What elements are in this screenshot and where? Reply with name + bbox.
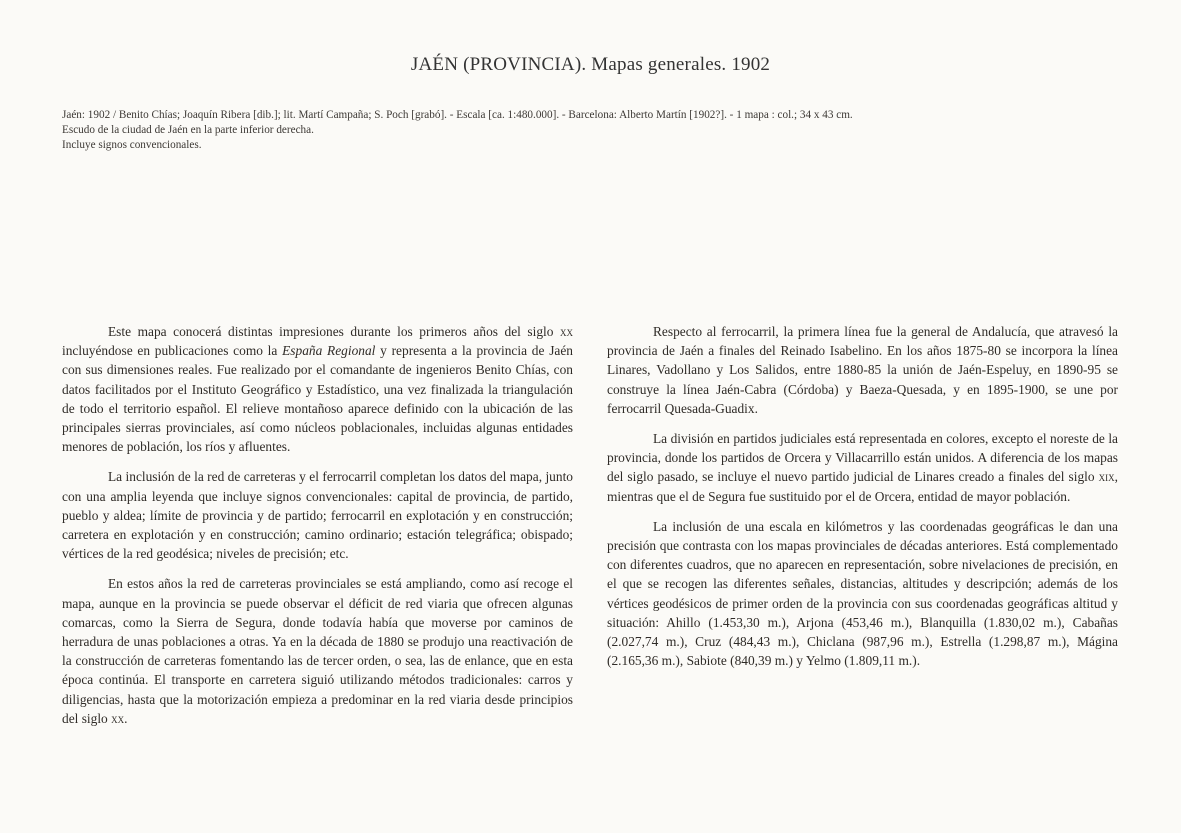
left-column	[62, 322, 573, 739]
paragraph: La inclusión de una escala en kilómetros y las coordenadas geográficas le dan una precisión que contrasta con los mapas provinciales de décadas anteriores. Está complementado con diferentes cuadros, que no aparecen en representación, sobre nivelaciones de precisión, en el que se recogen las diferentes señales, distancias, altitudes y descripción; además de los vértices geodésicos de primer orden de la provincia con sus coordenadas geográficas altitud y situación: Ahillo (1.453,30 m.), Arjona (453,46 m.), Blanquilla (1.830,02 m.), Cabañas (2.027,74 m.), Cruz (484,43 m.), Chiclana (987,96 m.), Estrella (1.298,87 m.), Mágina (2.165,36 m.), Sabiote (840,39 m.) y Yelmo (1.809,11 m.).	[607, 518, 1118, 669]
catalog-line-1: Jaén: 1902 / Benito Chías; Joaquín Ribera [dib.]; lit. Martí Campaña; S. Poch [grabó]. - Escala [ca. 1:480.000]. - Barcelona: Alberto Martín [1902?]. - 1 mapa : col.; 34 x 43 cm.	[62, 109, 853, 121]
page-title	[0, 54, 1181, 76]
paragraph: Respecto al ferrocarril, la primera línea fue la general de Andalucía, que atravesó la provincia de Jaén a finales del Reinado Isabelino. En los años 1875-80 se incorpora la línea Linares, Vadollano y Los Salidos, entre 1880-85 la unión de Jaén-Espeluy, en 1890-95 se construye la línea Jaén-Cabra (Córdoba) y Baeza-Quesada, y en 1895-1900, se une por ferrocarril Quesada-Guadix.	[607, 324, 1118, 416]
paragraph: La división en partidos judiciales está representada en colores, excepto el noreste de la provincia, donde los partidos de Orcera y Villacarrillo están unidos. A diferencia de los mapas del siglo pasado, se incluye el nuevo partido judicial de Linares creado a finales del siglo xix, mientras que el de Segura fue sustituido por el de Orcera, entidad de mayor población.	[607, 431, 1118, 504]
catalog-line-3: Incluye signos convencionales.	[62, 139, 202, 151]
paragraph: En estos años la red de carreteras provinciales se está ampliando, como así recoge el mapa, aunque en la provincia se puede observar el déficit de red viaria que ofrecen algunas comarcas, como la Sierra de Segura, donde todavía había que moverse por caminos de herradura de unas poblaciones a otras. Ya en la década de 1880 se produjo una reactivación de la construcción de carreteras fomentando las de tercer orden, o sea, las de enlance, que en esta época continúa. El transporte en carretera siguió utilizando métodos tradicionales: carros y diligencias, hasta que la motorización empieza a predominar en la red viaria desde principios del siglo xx.	[62, 576, 573, 726]
paragraph: Este mapa conocerá distintas impresiones durante los primeros años del siglo xx incluyéndose en publicaciones como la España Regional y representa a la provincia de Jaén con sus dimensiones reales. Fue realizado por el comandante de ingenieros Benito Chías, con datos facilitados por el Instituto Geográfico y Estadístico, una vez finalizada la triangulación de todo el territorio español. El relieve montañoso aparece definido con la ubicación de las principales sierras provinciales, así como núcleos poblacionales, incluidas algunas entidades menores de población, los ríos y afluentes.	[62, 324, 573, 455]
right-column	[607, 322, 1118, 681]
catalog-record	[62, 108, 1142, 153]
title-main: JAÉN (PROVINCIA).	[410, 54, 587, 75]
catalog-line-2: Escudo de la ciudad de Jaén en la parte inferior derecha.	[62, 124, 314, 136]
title-subtitle: Mapas generales. 1902	[586, 54, 771, 75]
paragraph: La inclusión de la red de carreteras y el ferrocarril completan los datos del mapa, junto con una amplia leyenda que incluye signos convencionales: capital de provincia, de partido, pueblo y aldea; límite de provincia y de partido; ferrocarril en explotación y en construcción; carretera en explotación y en construcción; camino ordinario; estación telegráfica; obispado; vértices de la red geodésica; niveles de precisión; etc.	[62, 469, 573, 562]
